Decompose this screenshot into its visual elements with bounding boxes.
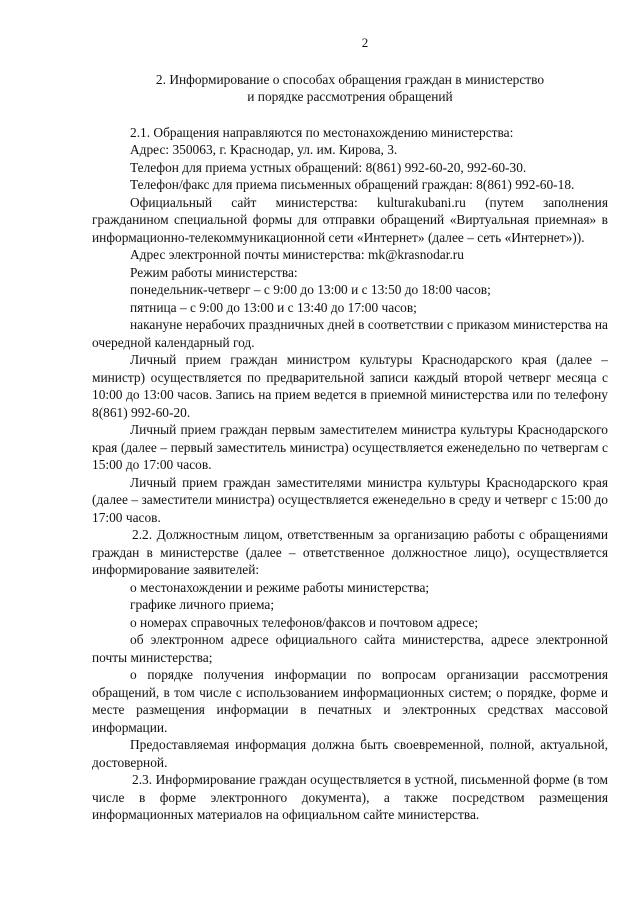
paragraph-pre-holiday: накануне нерабочих праздничных дней в соответствии с приказом министерства на очередной календарный год. — [92, 317, 608, 350]
list-item-reception-schedule: графике личного приема; — [130, 597, 275, 612]
paragraph-minister-reception: Личный прием граждан министром культуры Краснодарского края (далее – министр) осуществляется по предварительной записи каждый второй четверг месяца с 10:00 до 13:00 часов. Запись на прием ведется в приемной министерства или по телефону 8(861) 992-60-20. — [92, 352, 608, 420]
paragraph-2-1: 2.1. Обращения направляются по местонахождению министерства: — [130, 124, 514, 140]
paragraph-first-deputy-reception: Личный прием граждан первым заместителем министра культуры Краснодарского края (далее – первый заместитель министра) осуществляется еженедельно по четвергам с 15:00 до 17:00 часов. — [92, 422, 608, 472]
paragraph-info-quality: Предоставляемая информация должна быть своевременной, полной, актуальной, достоверной. — [92, 737, 608, 770]
paragraph-2-3: 2.3. Информирование граждан осуществляется в устной, письменной форме (в том числе в форме электронного документа), а также посредством размещения информационных материалов на официальном сайте министерства. — [92, 772, 608, 822]
section-heading-line-1: 2. Информирование о способах обращения граждан в министерство — [155, 71, 545, 87]
paragraph-phone-fax: Телефон/факс для приема письменных обращений граждан: 8(861) 992-60-18. — [130, 177, 575, 192]
section-heading — [92, 71, 608, 106]
paragraph-schedule-fri: пятница – с 9:00 до 13:00 и с 13:40 до 17:00 часов; — [130, 299, 417, 315]
section-heading-line-2: и порядке рассмотрения обращений — [247, 89, 453, 104]
paragraph-deputies-reception: Личный прием граждан заместителями министра культуры Краснодарского края (далее – заместители министра) осуществляется еженедельно в среду и четверг с 15:00 до 17:00 часов. — [92, 474, 608, 525]
paragraph-work-schedule: Режим работы министерства: — [130, 264, 298, 280]
paragraph-address: Адрес: 350063, г. Краснодар, ул. им. Кирова, 3. — [130, 142, 398, 157]
list-item-info-procedure: о порядке получения информации по вопросам организации рассмотрения обращений, в том числе с использованием информационных систем; о порядке, форме и месте размещения информации в печатных и электронных средствах массовой информации. — [92, 667, 608, 735]
paragraph-website: Официальный сайт министерства: kulturakubani.ru (путем заполнения гражданином специальной формы для отправки обращений «Виртуальная приемная» в информационно-телекоммуникационной сети «Интернет» (далее – сеть «Интернет»)). — [92, 194, 608, 245]
paragraph-2-2: 2.2. Должностным лицом, ответственным за организацию работы с обращениями граждан в министерстве (далее – ответственное должностное лицо), осуществляется информирование заявителей: — [92, 527, 608, 577]
paragraph-email: Адрес электронной почты министерства: mk@krasnodar.ru — [130, 247, 464, 262]
paragraph-schedule-mon-thu: понедельник-четверг – с 9:00 до 13:00 и с 13:50 до 18:00 часов; — [130, 282, 491, 297]
list-item-website-email: об электронном адресе официального сайта министерства, адресе электронной почты министерства; — [92, 632, 608, 665]
list-item-phones: о номерах справочных телефонов/факсов и почтовом адресе; — [130, 614, 479, 630]
paragraph-phone-oral: Телефон для приема устных обращений: 8(861) 992-60-20, 992-60-30. — [130, 159, 527, 175]
list-item-location: о местонахождении и режиме работы министерства; — [130, 579, 430, 595]
page-number: 2 — [361, 35, 369, 50]
